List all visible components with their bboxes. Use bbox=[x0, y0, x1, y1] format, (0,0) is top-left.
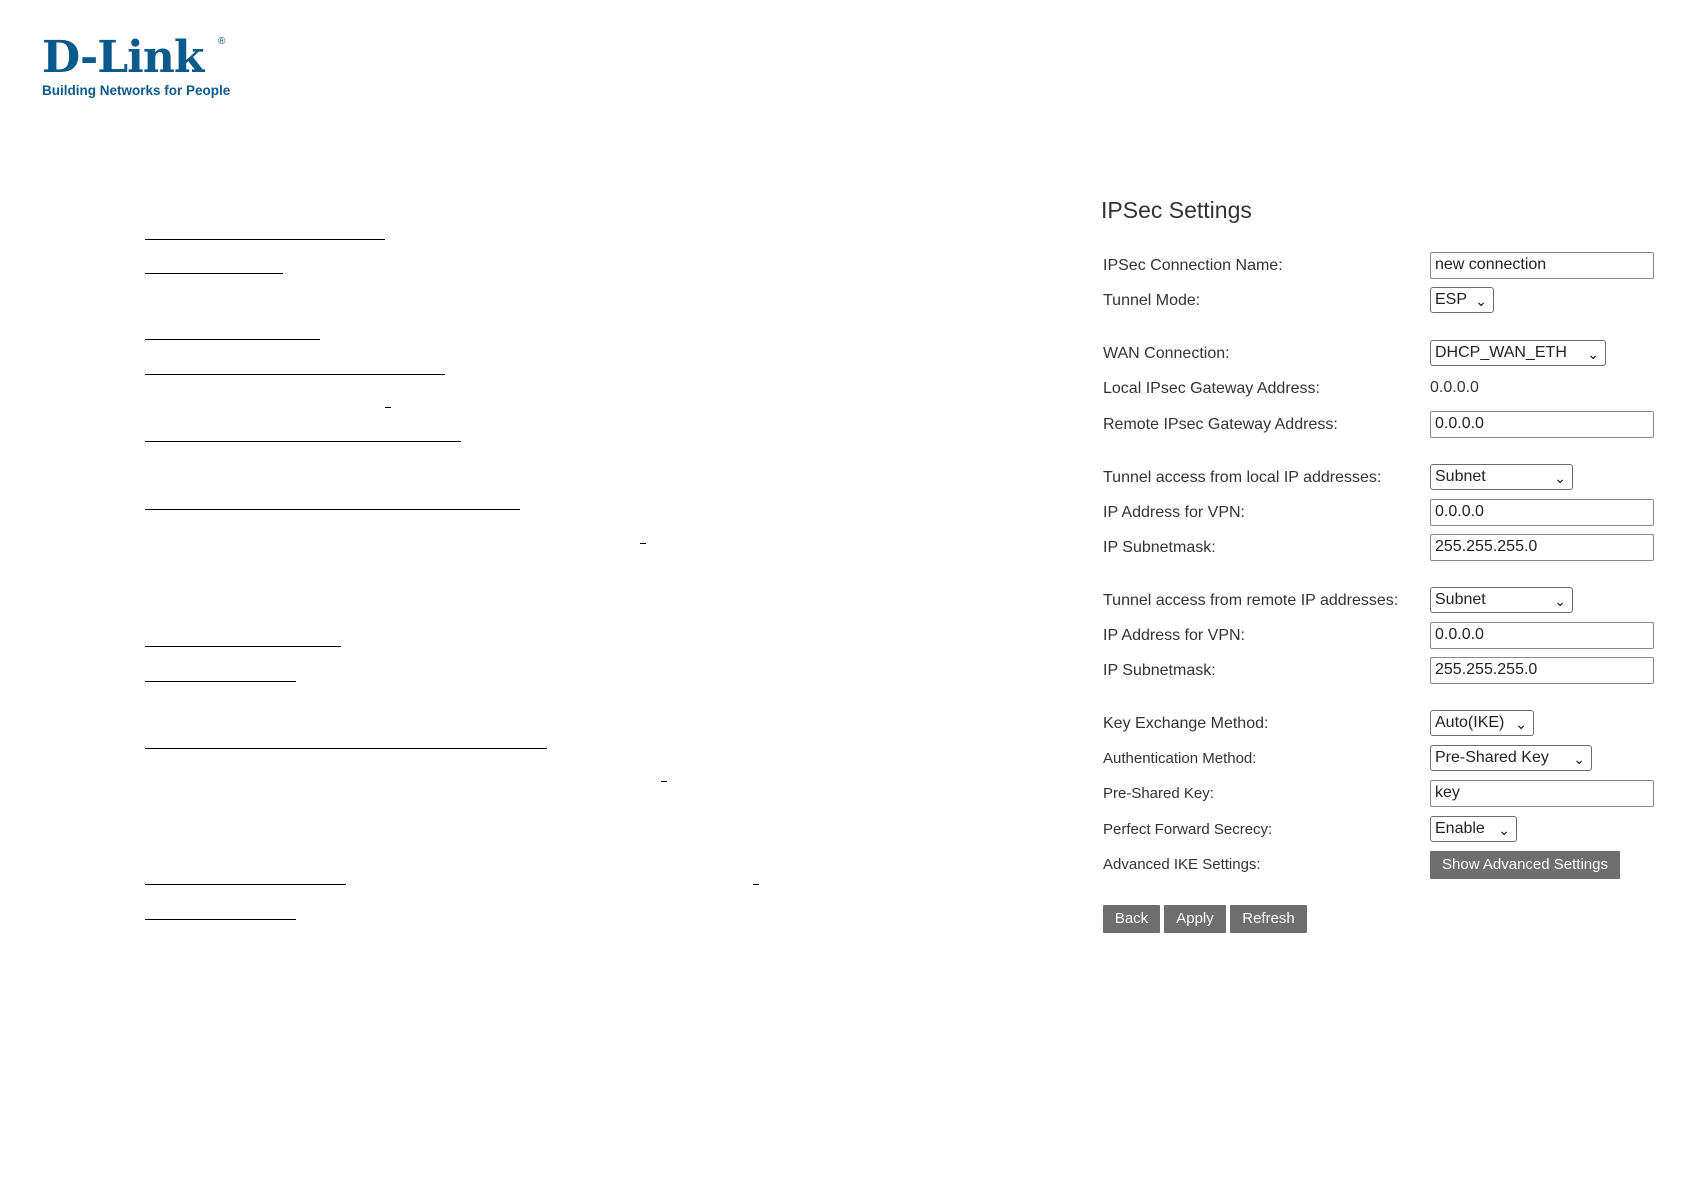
left-dash bbox=[661, 781, 667, 782]
chevron-down-icon: ⌄ bbox=[1498, 822, 1510, 838]
left-underline bbox=[145, 884, 346, 885]
pfs-value: Enable bbox=[1435, 820, 1485, 837]
auth-method-select[interactable] bbox=[1430, 745, 1592, 771]
remote-vpn-ip-label: IP Address for VPN: bbox=[1103, 627, 1245, 644]
left-underline bbox=[145, 919, 296, 920]
key-exchange-value: Auto(IKE) bbox=[1435, 714, 1505, 731]
key-exchange-select[interactable] bbox=[1430, 710, 1534, 736]
refresh-button[interactable]: Refresh bbox=[1230, 905, 1307, 933]
connection-name-row bbox=[1101, 252, 1661, 280]
wan-connection-label: WAN Connection: bbox=[1103, 345, 1230, 362]
connection-name-input[interactable]: new connection bbox=[1430, 252, 1654, 279]
remote-vpn-ip-row bbox=[1101, 622, 1661, 650]
tunnel-mode-select[interactable] bbox=[1430, 287, 1494, 313]
remote-subnetmask-row bbox=[1101, 657, 1661, 685]
local-vpn-ip-input[interactable]: 0.0.0.0 bbox=[1430, 499, 1654, 526]
left-underline bbox=[145, 509, 520, 510]
psk-row bbox=[1101, 780, 1661, 808]
local-vpn-ip-row bbox=[1101, 499, 1661, 527]
tunnel-mode-row bbox=[1101, 287, 1661, 315]
key-exchange-label: Key Exchange Method: bbox=[1103, 715, 1269, 732]
left-underline bbox=[145, 681, 296, 682]
wan-connection-select[interactable] bbox=[1430, 340, 1606, 366]
left-dash bbox=[385, 407, 391, 408]
page-title: IPSec Settings bbox=[1101, 197, 1252, 223]
auth-method-label: Authentication Method: bbox=[1103, 750, 1257, 767]
pfs-label: Perfect Forward Secrecy: bbox=[1103, 821, 1273, 838]
chevron-down-icon: ⌄ bbox=[1554, 470, 1566, 486]
wan-connection-value: DHCP_WAN_ETH bbox=[1435, 344, 1567, 361]
chevron-down-icon: ⌄ bbox=[1515, 716, 1527, 732]
chevron-down-icon: ⌄ bbox=[1587, 346, 1599, 362]
local-gateway-row bbox=[1101, 375, 1661, 403]
chevron-down-icon: ⌄ bbox=[1573, 751, 1585, 767]
left-underline bbox=[145, 748, 547, 749]
apply-button[interactable]: Apply bbox=[1164, 905, 1226, 933]
remote-access-label: Tunnel access from remote IP addresses: bbox=[1103, 592, 1399, 609]
logo-tagline: Building Networks for People bbox=[42, 83, 231, 98]
key-exchange-row bbox=[1101, 710, 1661, 738]
left-dash bbox=[753, 884, 759, 885]
remote-vpn-ip-input[interactable]: 0.0.0.0 bbox=[1430, 622, 1654, 649]
remote-access-value: Subnet bbox=[1435, 591, 1486, 608]
local-access-select[interactable] bbox=[1430, 464, 1573, 490]
dlink-logo bbox=[42, 32, 242, 98]
wan-connection-row bbox=[1101, 340, 1661, 368]
chevron-down-icon: ⌄ bbox=[1475, 293, 1487, 309]
local-vpn-ip-label: IP Address for VPN: bbox=[1103, 504, 1245, 521]
remote-gateway-input[interactable]: 0.0.0.0 bbox=[1430, 411, 1654, 438]
advanced-ike-row bbox=[1101, 851, 1661, 879]
local-subnetmask-label: IP Subnetmask: bbox=[1103, 539, 1216, 556]
remote-gateway-label: Remote IPsec Gateway Address: bbox=[1103, 416, 1338, 433]
local-gateway-label: Local IPsec Gateway Address: bbox=[1103, 380, 1320, 397]
remote-access-select[interactable] bbox=[1430, 587, 1573, 613]
local-gateway-value: 0.0.0.0 bbox=[1430, 379, 1479, 396]
logo-brand: D-Link bbox=[42, 32, 204, 83]
left-underline bbox=[145, 646, 341, 647]
remote-gateway-row bbox=[1101, 411, 1661, 439]
psk-label: Pre-Shared Key: bbox=[1103, 785, 1214, 802]
show-advanced-settings-button[interactable]: Show Advanced Settings bbox=[1430, 851, 1620, 879]
tunnel-mode-value: ESP bbox=[1435, 291, 1468, 308]
auth-method-value: Pre-Shared Key bbox=[1435, 749, 1549, 766]
left-underline bbox=[145, 374, 445, 375]
tunnel-mode-label: Tunnel Mode: bbox=[1103, 292, 1201, 309]
local-subnetmask-row bbox=[1101, 534, 1661, 562]
remote-subnetmask-label: IP Subnetmask: bbox=[1103, 662, 1216, 679]
chevron-down-icon: ⌄ bbox=[1554, 593, 1566, 609]
auth-method-row bbox=[1101, 745, 1661, 773]
local-access-value: Subnet bbox=[1435, 468, 1486, 485]
local-access-label: Tunnel access from local IP addresses: bbox=[1103, 469, 1382, 486]
left-underline bbox=[145, 239, 385, 240]
back-button[interactable]: Back bbox=[1103, 905, 1160, 933]
local-access-row bbox=[1101, 464, 1661, 492]
remote-subnetmask-input[interactable]: 255.255.255.0 bbox=[1430, 657, 1654, 684]
left-underline bbox=[145, 339, 320, 340]
pfs-row bbox=[1101, 816, 1661, 844]
psk-input[interactable]: key bbox=[1430, 780, 1654, 807]
left-underline bbox=[145, 441, 461, 442]
connection-name-label: IPSec Connection Name: bbox=[1103, 257, 1283, 274]
advanced-ike-label: Advanced IKE Settings: bbox=[1103, 856, 1261, 873]
remote-access-row bbox=[1101, 587, 1661, 615]
logo-registered-mark: ® bbox=[218, 36, 226, 47]
pfs-select[interactable] bbox=[1430, 816, 1517, 842]
local-subnetmask-input[interactable]: 255.255.255.0 bbox=[1430, 534, 1654, 561]
left-dash bbox=[640, 543, 646, 544]
left-underline bbox=[145, 273, 283, 274]
